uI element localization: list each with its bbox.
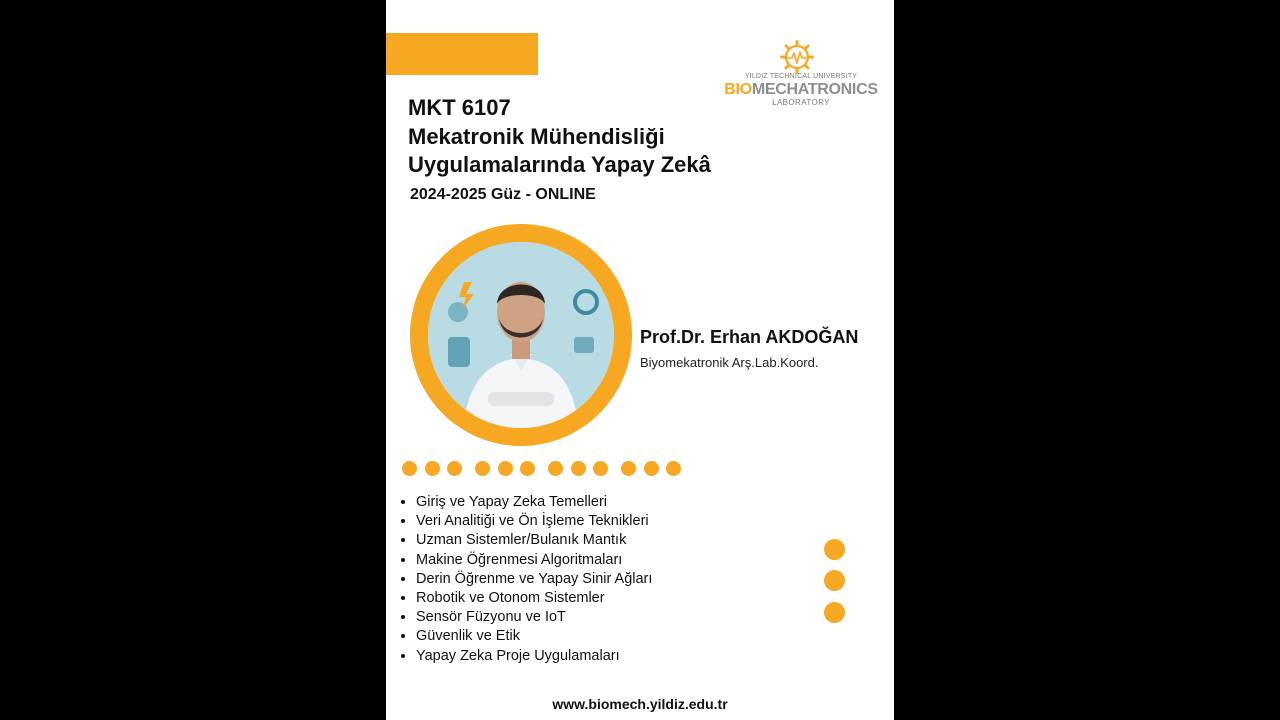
course-term: 2024-2025 Güz - ONLINE [410, 186, 596, 203]
list-item: • Robotik ve Otonom Sistemler [416, 589, 652, 608]
list-item: • Sensör Füzyonu ve IoT [416, 608, 652, 627]
decor-dot [593, 461, 608, 476]
decor-dot [644, 461, 659, 476]
list-item: • Güvenlik ve Etik [416, 627, 652, 646]
topic-list [398, 493, 652, 666]
decor-dot [402, 461, 417, 476]
dot-column-decoration [824, 539, 846, 629]
website-url: www.biomech.yildiz.edu.tr [552, 696, 728, 712]
instructor-name: Prof.Dr. Erhan AKDOĞAN [640, 327, 859, 347]
course-title-line-1: Mekatronik Mühendisliği [408, 123, 665, 149]
course-code: MKT 6107 [408, 95, 511, 120]
instructor-role: Biyomekatronik Arş.Lab.Koord. [640, 355, 819, 370]
course-title-line-2: Uygulamalarında Yapay Zekâ [408, 152, 711, 177]
logo-university-text: YILDIZ TECHNICAL UNIVERSITY [744, 73, 858, 80]
list-item: • Uzman Sistemler/Bulanık Mantık [416, 531, 652, 550]
course-poster [386, 0, 894, 720]
logo-name-rest: MECHATRONICS [751, 81, 878, 98]
list-item: • Derin Öğrenme ve Yapay Sinir Ağları [416, 570, 652, 589]
decor-dot [824, 570, 845, 591]
decor-dot [824, 539, 845, 560]
logo-name [716, 81, 886, 99]
logo-name-bio: BIO [724, 81, 752, 98]
decor-dot [447, 461, 462, 476]
instructor-photo [428, 242, 614, 428]
decor-dot [425, 461, 440, 476]
decor-dot [571, 461, 586, 476]
list-item: • Giriş ve Yapay Zeka Temelleri [416, 493, 652, 512]
lab-logo [716, 38, 886, 110]
accent-bar [386, 33, 538, 75]
list-item: • Makine Öğrenmesi Algoritmaları [416, 551, 652, 570]
decor-dot [548, 461, 563, 476]
list-item: • Yapay Zeka Proje Uygulamaları [416, 647, 652, 666]
logo-lab-text: LABORATORY [772, 98, 830, 107]
decor-dot [520, 461, 535, 476]
decor-dot [621, 461, 636, 476]
decor-dot [498, 461, 513, 476]
decor-dot [475, 461, 490, 476]
course-title [408, 94, 711, 180]
decor-dot [824, 602, 845, 623]
gear-heartbeat-icon [780, 40, 814, 74]
decor-dot [666, 461, 681, 476]
list-item: • Veri Analitiği ve Ön İşleme Teknikleri [416, 512, 652, 531]
dot-row-decoration [402, 461, 702, 477]
